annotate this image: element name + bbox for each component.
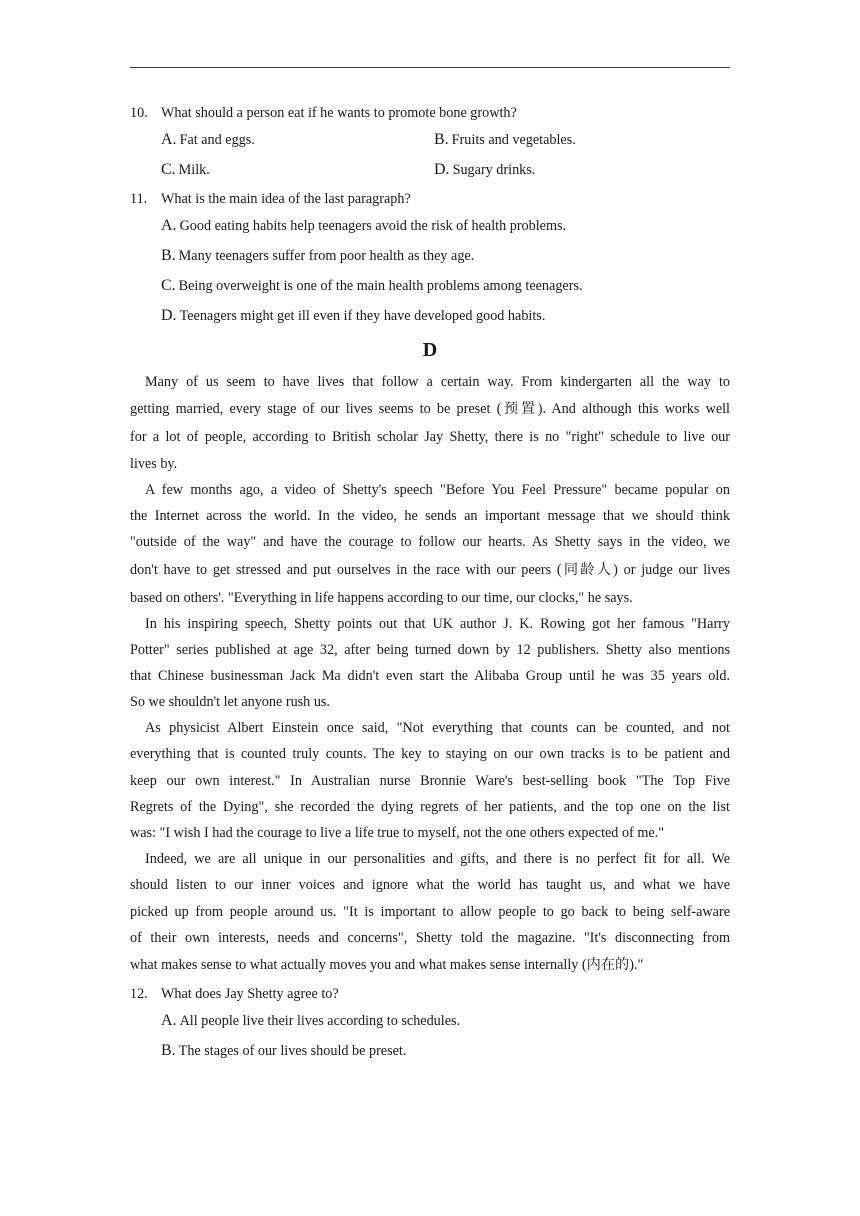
passage-line: So we shouldn't let anyone rush us. <box>130 694 330 710</box>
option-letter: D. <box>434 161 450 178</box>
passage-line: everything that is counted truly counts. The key to staying on our own tracks is to be patient and <box>130 746 730 762</box>
option-text: The stages of our lives should be preset. <box>178 1043 407 1059</box>
q11-option-b[interactable] <box>161 247 474 265</box>
passage-line: A few months ago, a video of Shetty's speech "Before You Feel Pressure" became popular on <box>145 482 730 498</box>
q12-option-b[interactable] <box>161 1042 406 1060</box>
q10-option-d[interactable] <box>434 161 535 179</box>
option-letter: C. <box>161 161 176 178</box>
option-letter: B. <box>161 1042 176 1059</box>
header-rule <box>130 67 730 68</box>
question-number: 11. <box>130 191 148 207</box>
option-letter: C. <box>161 277 176 294</box>
passage-line: was: "I wish I had the courage to live a life true to myself, not the one others expected of me." <box>130 825 664 841</box>
passage-line: As physicist Albert Einstein once said, "Not everything that counts can be counted, and not <box>145 720 730 736</box>
question-10 <box>130 104 730 122</box>
passage-line: Indeed, we are all unique in our personalities and gifts, and there is no perfect fit for all. We <box>145 851 730 867</box>
passage-line: don't have to get stressed and put ourselves in the race with our peers (同龄人) or judge our lives <box>130 562 730 578</box>
option-text: Teenagers might get ill even if they have developed good habits. <box>179 308 546 324</box>
passage-line: what makes sense to what actually moves you and what makes sense internally (内在的)." <box>130 957 644 973</box>
option-text: Fruits and vegetables. <box>451 132 576 148</box>
q10-option-b[interactable] <box>434 131 576 149</box>
question-stem: What should a person eat if he wants to promote bone growth? <box>161 105 517 121</box>
option-letter: A. <box>161 217 177 234</box>
option-letter: A. <box>161 1012 177 1029</box>
q11-option-d[interactable] <box>161 307 545 325</box>
q11-option-c[interactable] <box>161 277 583 295</box>
option-letter: B. <box>161 247 176 264</box>
question-stem: What is the main idea of the last paragraph? <box>161 191 411 207</box>
question-number: 12. <box>130 986 148 1002</box>
passage-line: Many of us seem to have lives that follow a certain way. From kindergarten all the way to <box>145 374 730 390</box>
option-letter: A. <box>161 131 177 148</box>
question-number: 10. <box>130 105 148 121</box>
option-text: All people live their lives according to schedules. <box>179 1013 461 1029</box>
option-letter: D. <box>161 307 177 324</box>
passage-line: based on others'. "Everything in life happens according to our time, our clocks," he says. <box>130 590 633 606</box>
question-stem: What does Jay Shetty agree to? <box>161 986 339 1002</box>
option-text: Many teenagers suffer from poor health as they age. <box>178 248 475 264</box>
q10-option-a[interactable] <box>161 131 255 149</box>
passage-line: Potter" series published at age 32, after being turned down by 12 publishers. Shetty also mentions <box>130 642 730 658</box>
passage-line: picked up from people around us. "It is important to allow people to go back to being self-aware <box>130 904 730 920</box>
passage-line: "outside of the way" and have the courage to follow our hearts. As Shetty says in the video, we <box>130 534 730 550</box>
passage-line: that Chinese businessman Jack Ma didn't even start the Alibaba Group until he was 35 years old. <box>130 668 730 684</box>
passage-line: for a lot of people, according to British scholar Jay Shetty, there is no "right" schedule to live our <box>130 429 730 445</box>
passage-line: getting married, every stage of our lives seems to be preset (预置). And although this works well <box>130 401 730 417</box>
question-12 <box>130 985 730 1003</box>
passage-line: keep our own interest." In Australian nurse Bronnie Ware's best-selling book "The Top Five <box>130 773 730 789</box>
section-heading: D <box>422 339 438 361</box>
option-text: Fat and eggs. <box>179 132 255 148</box>
passage-line: of their own interests, needs and concerns", Shetty told the magazine. "It's disconnecting from <box>130 930 730 946</box>
passage-line: the Internet across the world. In the video, he sends an important message that we should think <box>130 508 730 524</box>
option-text: Sugary drinks. <box>452 162 536 178</box>
passage-line: should listen to our inner voices and ignore what the world has taught us, and what we have <box>130 877 730 893</box>
q12-option-a[interactable] <box>161 1012 460 1030</box>
option-text: Being overweight is one of the main health problems among teenagers. <box>178 278 583 294</box>
passage-line: In his inspiring speech, Shetty points out that UK author J. K. Rowing got her famous "Harry <box>145 616 730 632</box>
option-text: Good eating habits help teenagers avoid the risk of health problems. <box>179 218 567 234</box>
passage-line: Regrets of the Dying", she recorded the dying regrets of her patients, and the top one on the list <box>130 799 730 815</box>
q11-option-a[interactable] <box>161 217 566 235</box>
passage-line: lives by. <box>130 456 178 472</box>
option-letter: B. <box>434 131 449 148</box>
option-text: Milk. <box>178 162 210 178</box>
question-11 <box>130 190 730 208</box>
q10-option-c[interactable] <box>161 161 210 179</box>
